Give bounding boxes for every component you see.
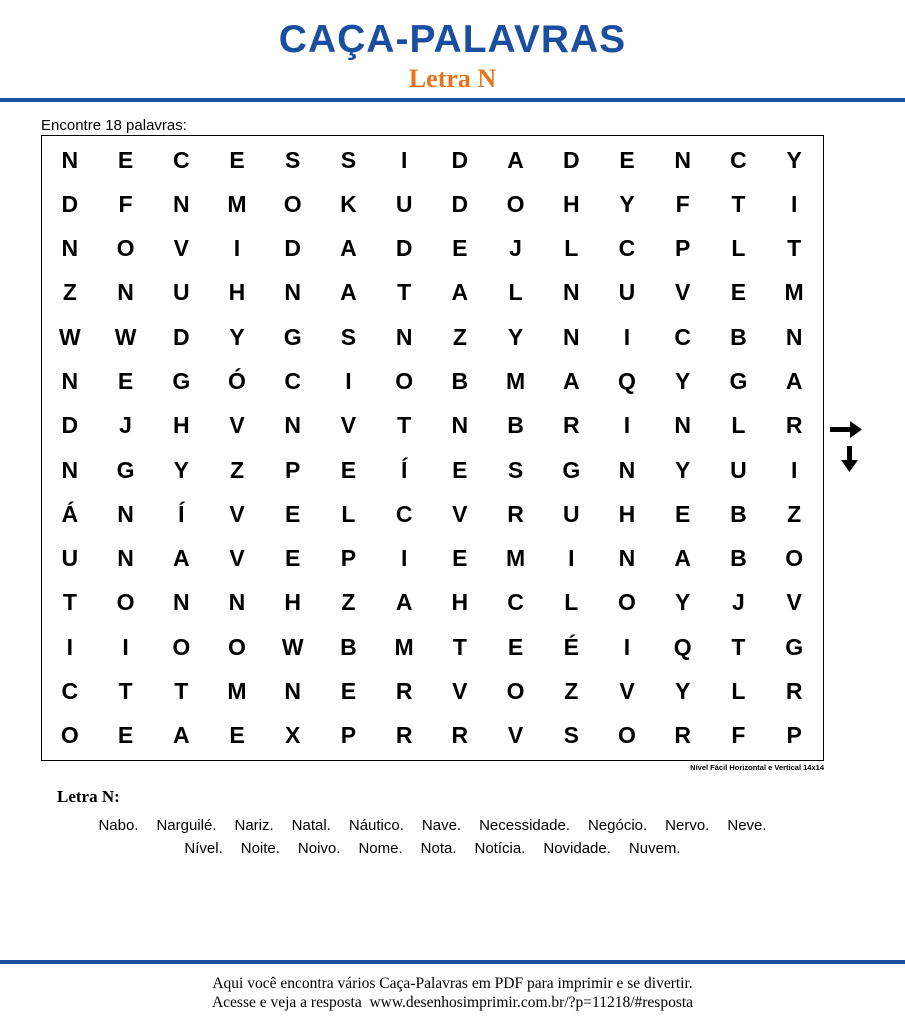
grid-cell: G <box>785 633 804 660</box>
arrow-down-icon <box>841 446 858 472</box>
grid-cell: W <box>114 323 137 350</box>
grid-cell: G <box>172 368 191 395</box>
grid-cell: R <box>674 722 692 749</box>
grid-cell: R <box>507 500 524 527</box>
grid-cell: E <box>340 678 357 705</box>
grid-cell: O <box>618 589 636 616</box>
grid-cell: X <box>285 722 301 749</box>
footer-line: Acesse e veja a resposta www.desenhosimprimir.com.br/?p=11218/#resposta <box>211 994 694 1011</box>
grid-cell: T <box>787 235 802 262</box>
grid-cell: C <box>61 678 79 705</box>
grid-cell: I <box>122 633 129 660</box>
instructions: Encontre 18 palavras: <box>41 117 187 134</box>
grid-cell: I <box>790 456 798 483</box>
grid-cell: I <box>66 633 74 660</box>
word-item: Novidade. <box>543 840 611 857</box>
grid-cell: S <box>563 722 579 749</box>
grid-cell: E <box>117 146 134 173</box>
grid-cell: O <box>618 722 636 749</box>
grid-cell: M <box>227 678 247 705</box>
word-item: Necessidade. <box>479 817 570 834</box>
word-item: Nome. <box>358 840 403 857</box>
grid-cell: H <box>451 589 469 616</box>
grid-cell: Ó <box>228 368 246 395</box>
grid-cell: Z <box>787 500 802 527</box>
grid-cell: Y <box>229 323 245 350</box>
grid-cell: O <box>785 545 804 572</box>
grid-cell: W <box>58 323 81 350</box>
grid-cell: B <box>340 633 357 660</box>
page-subtitle: Letra N <box>408 64 497 93</box>
grid-cell: J <box>119 412 132 439</box>
grid-cell: É <box>563 633 579 660</box>
word-search-grid <box>41 135 824 761</box>
grid-cell: E <box>340 456 357 483</box>
grid-cell: L <box>731 412 746 439</box>
grid-cell: E <box>229 146 245 173</box>
grid-cell: Q <box>673 633 692 660</box>
grid-cell: N <box>228 589 246 616</box>
grid-cell: Y <box>675 456 691 483</box>
word-item: Nabo. <box>98 817 139 834</box>
grid-cell: M <box>227 190 247 217</box>
grid-cell: A <box>507 146 524 173</box>
grid-cell: K <box>340 190 357 217</box>
grid-cell: T <box>731 633 746 660</box>
grid-cell: D <box>61 412 79 439</box>
grid-cell: D <box>562 146 580 173</box>
grid-cell: T <box>62 589 77 616</box>
word-item: Noivo. <box>297 840 341 857</box>
grid-cell: N <box>61 456 79 483</box>
grid-cell: N <box>172 190 190 217</box>
grid-cells <box>42 138 822 758</box>
word-list-title: Letra N: <box>57 787 120 806</box>
grid-cell: U <box>730 456 747 483</box>
grid-cell: E <box>730 279 747 306</box>
grid-cell: E <box>285 545 301 572</box>
grid-cell: V <box>229 545 245 572</box>
word-item: Negócio. <box>587 817 648 834</box>
grid-cell: U <box>61 545 79 572</box>
grid-cell: W <box>281 633 304 660</box>
word-item: Nariz. <box>234 817 274 834</box>
grid-cell: T <box>397 412 412 439</box>
word-item: Náutico. <box>348 817 404 834</box>
grid-cell: S <box>507 456 524 483</box>
grid-cell: G <box>729 368 748 395</box>
grid-cell: C <box>172 146 190 173</box>
grid-cell: I <box>345 368 352 395</box>
grid-cell: A <box>340 235 357 262</box>
grid-cell: Z <box>564 678 579 705</box>
grid-cell: P <box>285 456 301 483</box>
grid-cell: Y <box>173 456 189 483</box>
grid-cell: D <box>451 146 469 173</box>
grid-cell: O <box>116 235 135 262</box>
grid-cell: E <box>452 456 468 483</box>
level-note: Nível Fácil Horizontal e Vertical 14x14 <box>690 763 824 772</box>
grid-cell: G <box>562 456 581 483</box>
grid-cell: E <box>507 633 524 660</box>
grid-cell: C <box>618 235 636 262</box>
grid-cell: Í <box>178 500 185 527</box>
word-item: Nervo. <box>665 817 710 834</box>
grid-cell: M <box>505 545 526 572</box>
grid-cell: Y <box>786 146 802 173</box>
grid-cell: N <box>61 146 79 173</box>
grid-cell: T <box>731 190 746 217</box>
grid-cell: N <box>674 146 692 173</box>
grid-cell: D <box>451 190 469 217</box>
grid-cell: H <box>228 279 246 306</box>
word-item: Nota. <box>420 840 457 857</box>
word-item: Nível. <box>184 840 223 857</box>
grid-cell: J <box>732 589 745 616</box>
grid-cell: N <box>785 323 803 350</box>
grid-cell: U <box>172 279 190 306</box>
grid-cell: I <box>568 545 575 572</box>
word-item: Natal. <box>291 817 331 834</box>
grid-cell: D <box>395 235 413 262</box>
grid-cell: I <box>790 190 798 217</box>
grid-cell: N <box>618 456 636 483</box>
top-divider <box>0 98 905 102</box>
grid-cell: B <box>730 500 747 527</box>
grid-cell: L <box>508 279 523 306</box>
word-list-line <box>41 837 824 860</box>
grid-cell: F <box>731 722 746 749</box>
grid-cell: D <box>172 323 190 350</box>
grid-cell: C <box>284 368 302 395</box>
grid-cell: P <box>675 235 691 262</box>
word-item: Narguilé. <box>156 817 217 834</box>
grid-cell: Z <box>62 279 77 306</box>
grid-cell: L <box>564 235 579 262</box>
grid-cell: A <box>172 722 190 749</box>
grid-cell: N <box>117 279 134 306</box>
word-item: Nave. <box>421 817 462 834</box>
grid-cell: C <box>730 146 747 173</box>
grid-cell: O <box>506 678 525 705</box>
grid-cell: L <box>564 589 579 616</box>
grid-cell: Í <box>400 456 408 483</box>
grid-cell: R <box>395 722 413 749</box>
grid-cell: E <box>675 500 691 527</box>
grid-cell: S <box>285 146 301 173</box>
arrow-right-icon <box>830 421 862 438</box>
grid-cell: N <box>117 545 134 572</box>
grid-cell: O <box>60 722 79 749</box>
grid-cell: B <box>507 412 524 439</box>
grid-cell: R <box>395 678 413 705</box>
grid-cell: B <box>730 545 747 572</box>
grid-cell: V <box>619 678 635 705</box>
grid-cell: P <box>340 545 357 572</box>
grid-cell: O <box>283 190 302 217</box>
grid-cell: N <box>618 545 636 572</box>
grid-cell: I <box>623 633 631 660</box>
grid-cell: Y <box>619 190 635 217</box>
grid-cell: U <box>562 500 580 527</box>
grid-cell: A <box>451 279 469 306</box>
grid-cell: A <box>785 368 803 395</box>
grid-cell: V <box>675 279 691 306</box>
grid-cell: V <box>452 678 468 705</box>
grid-cell: U <box>395 190 413 217</box>
grid-cell: B <box>451 368 469 395</box>
grid-cell: L <box>731 678 746 705</box>
grid-cell: T <box>397 279 412 306</box>
word-item: Noite. <box>240 840 280 857</box>
grid-cell: A <box>395 589 413 616</box>
grid-cell: L <box>731 235 746 262</box>
grid-cell: E <box>285 500 301 527</box>
grid-cell: A <box>340 279 357 306</box>
bottom-divider <box>0 960 905 964</box>
grid-cell: C <box>507 589 524 616</box>
grid-cell: P <box>786 722 802 749</box>
grid-cell: V <box>786 589 802 616</box>
grid-cell: C <box>674 323 692 350</box>
grid-cell: M <box>394 633 414 660</box>
grid-cell: N <box>61 368 79 395</box>
grid-cell: H <box>172 412 190 439</box>
grid-cell: N <box>172 589 190 616</box>
grid-cell: N <box>451 412 469 439</box>
grid-cell: E <box>619 146 635 173</box>
grid-cell: Z <box>341 589 356 616</box>
grid-cell: B <box>730 323 747 350</box>
grid-cell: Y <box>675 589 691 616</box>
grid-cell: R <box>785 678 803 705</box>
grid-cell: E <box>117 722 134 749</box>
grid-cell: U <box>618 279 636 306</box>
grid-cell: N <box>284 279 302 306</box>
grid-cell: V <box>507 722 524 749</box>
word-list-line <box>41 814 824 837</box>
grid-cell: Q <box>618 368 636 395</box>
grid-cell: I <box>400 146 408 173</box>
grid-cell: E <box>452 235 468 262</box>
grid-cell: F <box>675 190 690 217</box>
grid-cell: T <box>452 633 467 660</box>
grid-cell: E <box>229 722 245 749</box>
page-title: CAÇA-PALAVRAS <box>278 18 627 61</box>
grid-cell: R <box>451 722 469 749</box>
word-item: Notícia. <box>474 840 526 857</box>
grid-cell: A <box>562 368 580 395</box>
grid-cell: R <box>785 412 803 439</box>
word-item: Nuvem. <box>628 840 681 857</box>
grid-cell: Á <box>61 500 79 527</box>
grid-cell: O <box>395 368 414 395</box>
grid-cell: N <box>61 235 79 262</box>
grid-cell: N <box>562 323 580 350</box>
grid-cell: H <box>562 190 580 217</box>
grid-cell: Y <box>507 323 524 350</box>
grid-cell: V <box>340 412 357 439</box>
grid-cell: I <box>623 412 631 439</box>
grid-cell: S <box>340 323 357 350</box>
grid-cell: P <box>340 722 357 749</box>
grid-cell: A <box>172 545 190 572</box>
grid-cell: O <box>228 633 246 660</box>
grid-cell: N <box>562 279 580 306</box>
grid-cell: Z <box>452 323 467 350</box>
grid-cell: N <box>395 323 413 350</box>
grid-cell: T <box>118 678 133 705</box>
grid-cell: V <box>229 500 245 527</box>
grid-cell: C <box>395 500 413 527</box>
grid-cell: N <box>117 500 134 527</box>
grid-cell: Y <box>675 368 691 395</box>
grid-cell: L <box>341 500 356 527</box>
grid-cell: G <box>283 323 302 350</box>
grid-cell: A <box>674 545 692 572</box>
word-item: Neve. <box>727 817 767 834</box>
grid-cell: R <box>562 412 580 439</box>
grid-cell: H <box>284 589 302 616</box>
grid-cell: D <box>61 190 79 217</box>
grid-cell: F <box>118 190 133 217</box>
grid-cell: D <box>284 235 302 262</box>
grid-cell: T <box>174 678 189 705</box>
grid-cell: E <box>452 545 468 572</box>
grid-cell: Z <box>229 456 245 483</box>
grid-cell: I <box>233 235 241 262</box>
footer <box>0 974 905 1012</box>
grid-cell: I <box>400 545 408 572</box>
grid-cell: M <box>505 368 526 395</box>
grid-cell: N <box>284 412 302 439</box>
grid-cell: I <box>623 323 631 350</box>
grid-cell: G <box>116 456 135 483</box>
grid-cell: Y <box>675 678 691 705</box>
grid-cell: J <box>509 235 522 262</box>
footer-line: Aqui você encontra vários Caça-Palavras em PDF para imprimir e se divertir. <box>212 975 693 992</box>
grid-cell: M <box>784 279 804 306</box>
grid-cell: V <box>452 500 468 527</box>
grid-cell: O <box>506 190 525 217</box>
direction-icons <box>829 418 865 476</box>
grid-cell: O <box>116 589 135 616</box>
grid-cell: S <box>340 146 357 173</box>
grid-cell: E <box>117 368 134 395</box>
grid-cell: N <box>284 678 302 705</box>
grid-cell: N <box>674 412 692 439</box>
grid-cell: V <box>229 412 245 439</box>
grid-cell: H <box>618 500 636 527</box>
grid-cell: O <box>172 633 191 660</box>
grid-cell: V <box>173 235 189 262</box>
word-list <box>41 814 824 860</box>
